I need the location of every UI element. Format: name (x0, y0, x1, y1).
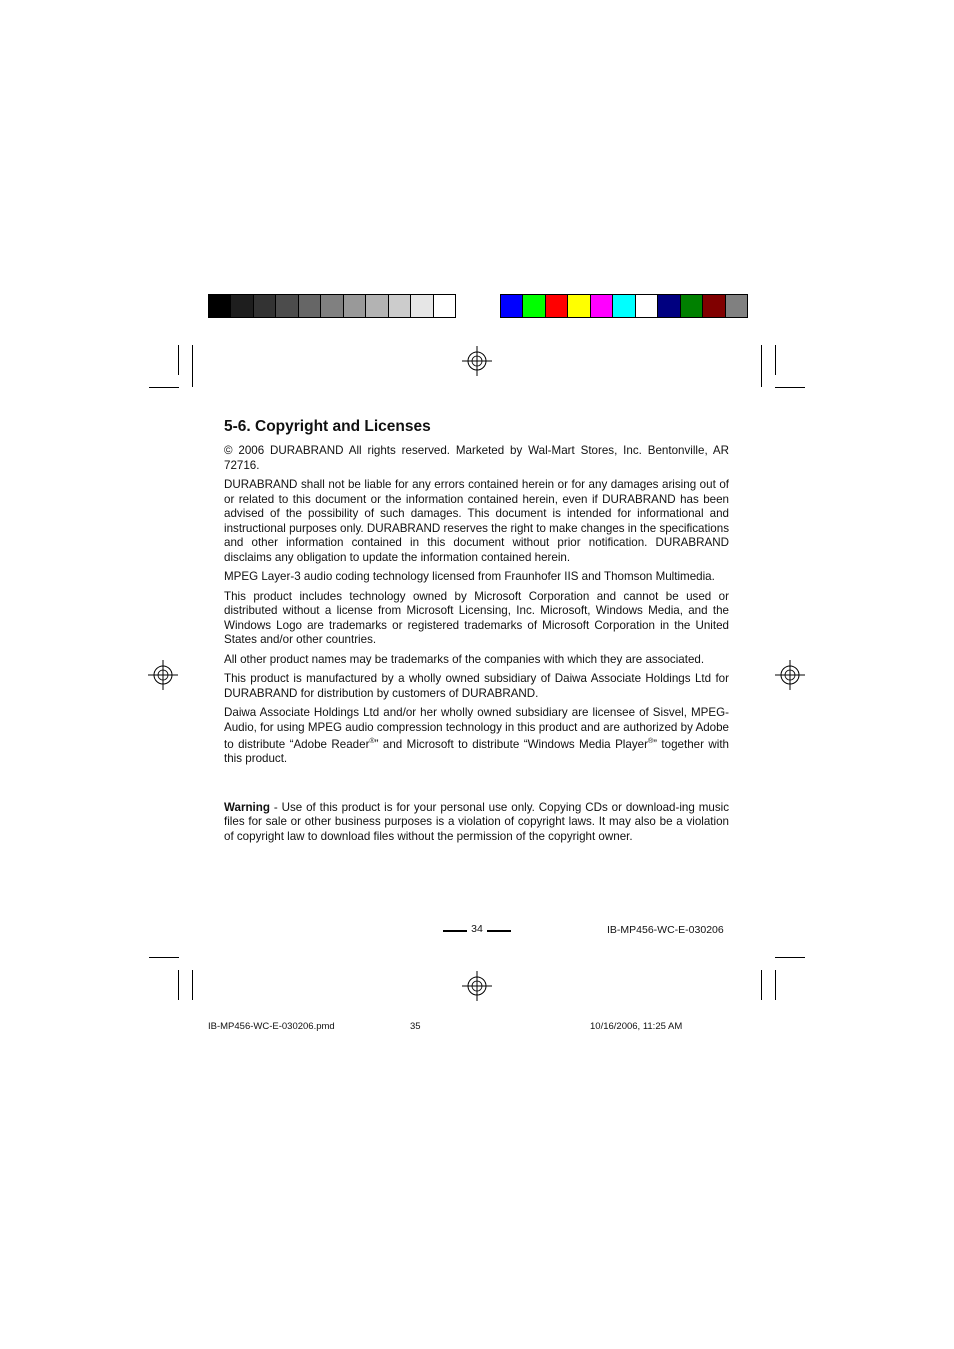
color-swatch (523, 295, 545, 317)
color-swatch (344, 295, 366, 317)
crop-mark (761, 345, 762, 387)
crop-mark (178, 345, 179, 375)
color-swatch (591, 295, 613, 317)
page-number-dash (443, 930, 467, 932)
registration-mark-icon (462, 971, 492, 1001)
color-swatch (299, 295, 321, 317)
mpeg-license-paragraph: MPEG Layer-3 audio coding technology licensed from Fraunhofer IIS and Thomson Multimedia. (224, 570, 715, 583)
color-swatch (321, 295, 343, 317)
grayscale-calibration-bar (208, 294, 456, 318)
color-swatch (636, 295, 658, 317)
color-swatch (276, 295, 298, 317)
color-swatch (231, 295, 253, 317)
crop-mark (149, 957, 179, 958)
crop-mark (761, 970, 762, 1000)
print-sheet-number: 35 (410, 1021, 421, 1032)
registration-mark-icon (148, 660, 178, 690)
document-id: IB-MP456-WC-E-030206 (607, 924, 724, 936)
registered-mark: ® (369, 738, 375, 745)
crop-mark (192, 345, 193, 387)
color-swatch (613, 295, 635, 317)
print-timestamp: 10/16/2006, 11:25 AM (590, 1021, 683, 1032)
color-swatch (434, 295, 455, 317)
crop-mark (775, 957, 805, 958)
warning-label: Warning (224, 800, 270, 814)
copyright-paragraph: © 2006 DURABRAND All rights reserved. Marketed by Wal-Mart Stores, Inc. Bentonville, AR 72716. (224, 444, 729, 472)
color-swatch (501, 295, 523, 317)
licensee-text: Daiwa Associate Holdings Ltd and/or her wholly owned subsidiary are licensee of Sisvel, MPEG-Audio, for using MPEG audio compression technology in this product and are authorized by Adobe to distribute “Adobe Reader (224, 706, 729, 751)
licensee-paragraph (224, 706, 729, 767)
color-swatch (703, 295, 725, 317)
color-swatch (209, 295, 231, 317)
color-swatch (681, 295, 703, 317)
color-calibration-bar (500, 294, 748, 318)
crop-mark (775, 970, 776, 1000)
warning-paragraph (224, 801, 729, 845)
trademarks-paragraph: All other product names may be trademarks of the companies with which they are associated. (224, 652, 705, 666)
crop-mark (149, 387, 179, 388)
color-swatch (726, 295, 747, 317)
crop-mark (775, 387, 805, 388)
color-swatch (389, 295, 411, 317)
page-number-value: 34 (471, 923, 483, 935)
registration-mark-icon (775, 660, 805, 690)
page-number-dash (487, 930, 511, 932)
crop-mark (775, 345, 776, 375)
color-swatch (658, 295, 680, 317)
color-swatch (254, 295, 276, 317)
color-swatch (546, 295, 568, 317)
crop-mark (192, 970, 193, 1000)
section-title: 5-6. Copyright and Licenses (224, 418, 431, 435)
print-filename: IB-MP456-WC-E-030206.pmd (208, 1021, 335, 1032)
crop-mark (178, 970, 179, 1000)
warning-text: - Use of this product is for your personal use only. Copying CDs or download-ing music files for sale or other business purposes is a violation of copyright laws. It may also be a violation of copyright law to download files without the permission of the copyright owner. (224, 800, 729, 843)
color-swatch (411, 295, 433, 317)
copyright-section (224, 418, 729, 849)
manufacturer-paragraph: This product is manufactured by a wholly owned subsidiary of Daiwa Associate Holdings Ltd for DURABRAND for distribution by customers of DURABRAND. (224, 672, 729, 700)
microsoft-license-paragraph: This product includes technology owned by Microsoft Corporation and cannot be used or distributed without a license from Microsoft Licensing, Inc. Microsoft, Windows Media, and the Windows Logo are trademarks or registered trademarks of Microsoft Corporation in the United States and/or other countries. (224, 589, 729, 646)
page-number (443, 923, 511, 937)
registration-mark-icon (462, 346, 492, 376)
color-swatch (366, 295, 388, 317)
color-swatch (568, 295, 590, 317)
liability-paragraph: DURABRAND shall not be liable for any errors contained herein or for any damages arising out of or related to this document or the information contained herein, even if DURABRAND has been advised of the possibility of such damages. This document is intended for informational and instructional purposes only. DURABRAND reserves the right to make changes in the specifications and other information contained in this document without prior notification. DURABRAND disclaims any obligation to update the information contained herein. (224, 478, 729, 564)
licensee-text: ” together with this product. (224, 737, 729, 766)
registered-mark: ® (647, 738, 654, 745)
licensee-text: ” and Microsoft to distribute “Windows Media Player (374, 737, 648, 751)
